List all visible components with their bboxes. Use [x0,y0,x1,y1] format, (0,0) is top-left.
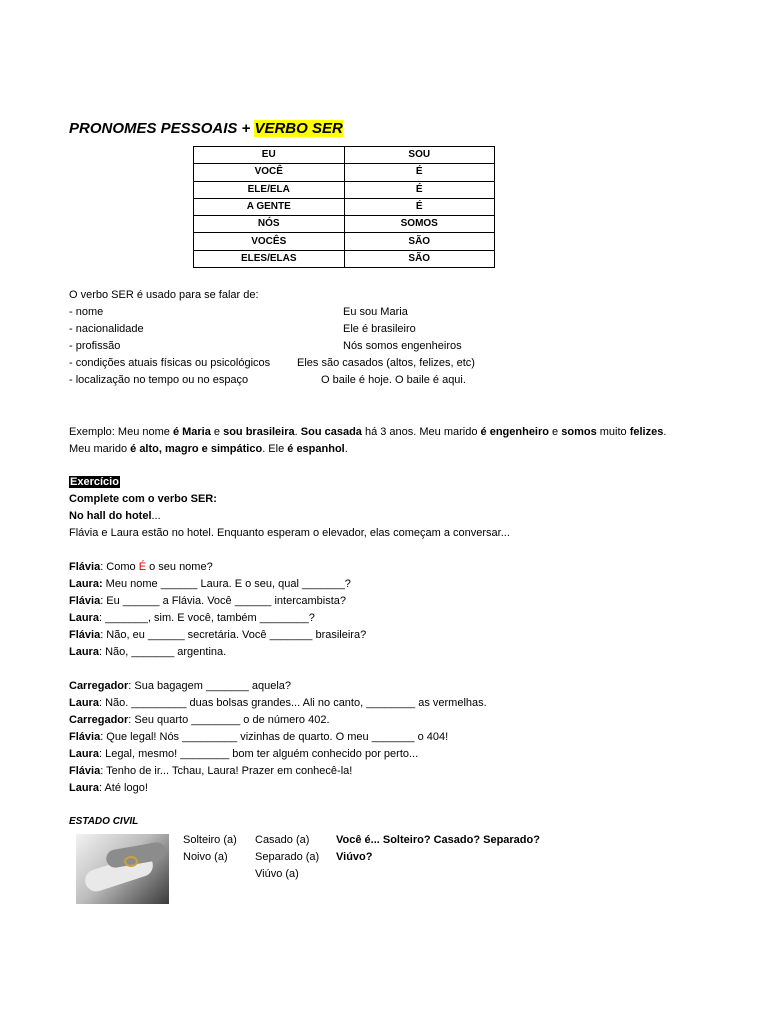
exercise-label-row [69,474,120,491]
example-bold: é engenheiro [480,426,549,438]
dialog-text: : Tenho de ir... Tchau, Laura! Prazer em conhecê-la! [100,765,353,777]
conjugation-row [194,216,495,233]
civil-status-casado: Casado (a) [255,834,310,846]
dialog-text: : Como [100,561,139,573]
verb-form-cell: SOMOS [344,216,495,233]
exercise-heading-bold: No hall do hotel [69,510,152,522]
example-bold: Sou casada [300,426,362,438]
dialog-text: : Sua bagagem _______ aquela? [128,680,291,692]
conjugation-table [193,146,495,268]
example-text: . [344,443,348,455]
estado-civil-heading: ESTADO CIVIL [69,816,139,827]
usage-example-4: Eles são casados (altos, felizes, etc) [297,357,475,369]
dialog-text: : Não. _________ duas bolsas grandes... Ali no canto, ________ as vermelhas. [98,697,487,709]
verb-form-cell: SÃO [344,250,495,267]
pronoun-cell: ELE/ELA [194,181,345,198]
verb-form-cell: SOU [344,147,495,164]
wedding-rings-photo [76,834,169,904]
speaker-name: Laura: [69,578,103,590]
conjugation-row [194,147,495,164]
speaker-name: Carregador [69,714,129,726]
example-text: muito [596,426,630,438]
pronoun-cell: A GENTE [194,198,345,215]
usage-example-3: Nós somos engenheiros [343,340,462,352]
dialog1-line-2 [69,576,351,593]
usage-label-4: - condições atuais físicas ou psicológicos [69,357,271,369]
dialog-text: Meu nome ______ Laura. E o seu, qual _______? [102,578,351,590]
example-text: . Ele [262,443,288,455]
civil-status-separado: Separado (a) [255,851,320,863]
exercise-label: Exercício [70,476,119,488]
example-line-1 [69,424,666,441]
dialog1-line-3 [69,593,346,610]
verb-form-cell: É [344,164,495,181]
verb-form-cell: É [344,181,495,198]
dialog-text: : Até logo! [98,782,148,794]
usage-label-5: - localização no tempo ou no espaço [69,374,249,386]
dialog2-line-2 [69,695,487,712]
dialog2-line-7 [69,780,148,797]
civil-status-question-2: Viúvo? [336,851,373,863]
exercise-heading [69,508,161,525]
example-line-2 [69,441,348,458]
dialog-text: : _______, sim. E você, também ________? [98,612,315,624]
dialog2-line-3 [69,712,330,729]
usage-intro: O verbo SER é usado para se falar de: [69,289,259,301]
usage-example-5: O baile é hoje. O baile é aqui. [321,374,466,386]
example-bold: felizes [629,426,664,438]
example-bold: é Maria [172,426,211,438]
dialog-text: : Legal, mesmo! ________ bom ter alguém conhecido por perto... [98,748,419,760]
dialog2-line-1 [69,678,291,695]
example-text: . [294,426,301,438]
pronoun-cell: ELES/ELAS [194,250,345,267]
dialog-text: : Seu quarto ________ o de número 402. [128,714,330,726]
dialog1-line-5 [69,627,366,644]
dialog2-line-4 [69,729,448,746]
verb-form-cell: SÃO [344,233,495,250]
dialog1-line-6 [69,644,226,661]
speaker-name: Laura [69,646,99,658]
dialog1-line-1 [69,559,213,576]
title-highlight: VERBO SER [254,120,343,137]
example-bold: é alto, magro e simpático [130,443,263,455]
example-bold: somos [561,426,597,438]
speaker-name: Laura [69,612,99,624]
speaker-name: Flávia [69,561,101,573]
civil-status-viuvo: Viúvo (a) [255,868,299,880]
example-text: Exemplo: Meu nome [69,426,173,438]
dialog2-line-5 [69,746,418,763]
page-title [69,120,343,137]
pronoun-cell: EU [194,147,345,164]
title-prefix: PRONOMES PESSOAIS + [69,120,255,137]
example-text: e [549,426,562,438]
exercise-heading-rest: ... [151,510,161,522]
example-bold: é espanhol [287,443,345,455]
civil-status-question-1: Você é... Solteiro? Casado? Separado? [336,834,540,846]
speaker-name: Flávia [69,629,101,641]
exercise-instruction: Complete com o verbo SER: [69,493,217,505]
civil-status-noivo: Noivo (a) [183,851,228,863]
example-text: . [663,426,667,438]
speaker-name: Laura [69,697,99,709]
conjugation-row [194,198,495,215]
conjugation-row [194,181,495,198]
speaker-name: Flávia [69,731,101,743]
speaker-name: Flávia [69,765,101,777]
speaker-name: Flávia [69,595,101,607]
example-text: há 3 anos. Meu marido [361,426,481,438]
usage-label-1: - nome [69,306,104,318]
conjugation-row [194,164,495,181]
verb-form-cell: É [344,198,495,215]
dialog-text: : Eu ______ a Flávia. Você ______ intercambista? [100,595,347,607]
conjugation-row [194,233,495,250]
dialog2-line-6 [69,763,352,780]
dialog1-line-4 [69,610,315,627]
speaker-name: Laura [69,748,99,760]
answer-example: É [138,561,147,573]
speaker-name: Laura [69,782,99,794]
dialog-text: o seu nome? [146,561,213,573]
usage-label-2: - nacionalidade [69,323,144,335]
pronoun-cell: VOCÊS [194,233,345,250]
civil-status-solteiro: Solteiro (a) [183,834,237,846]
pronoun-cell: VOCÊ [194,164,345,181]
dialog-text: : Não, eu ______ secretária. Você _______ brasileira? [100,629,367,641]
pronoun-cell: NÓS [194,216,345,233]
dialog-text: : Que legal! Nós _________ vizinhas de quarto. O meu _______ o 404! [100,731,449,743]
speaker-name: Carregador [69,680,129,692]
usage-example-1: Eu sou Maria [343,306,408,318]
conjugation-row [194,250,495,267]
usage-example-2: Ele é brasileiro [343,323,416,335]
exercise-intro: Flávia e Laura estão no hotel. Enquanto esperam o elevador, elas começam a conversar... [69,527,510,539]
example-text: e [210,426,224,438]
usage-label-3: - profissão [69,340,121,352]
example-text: Meu marido [69,443,131,455]
example-bold: sou brasileira [223,426,295,438]
dialog-text: : Não, _______ argentina. [98,646,227,658]
